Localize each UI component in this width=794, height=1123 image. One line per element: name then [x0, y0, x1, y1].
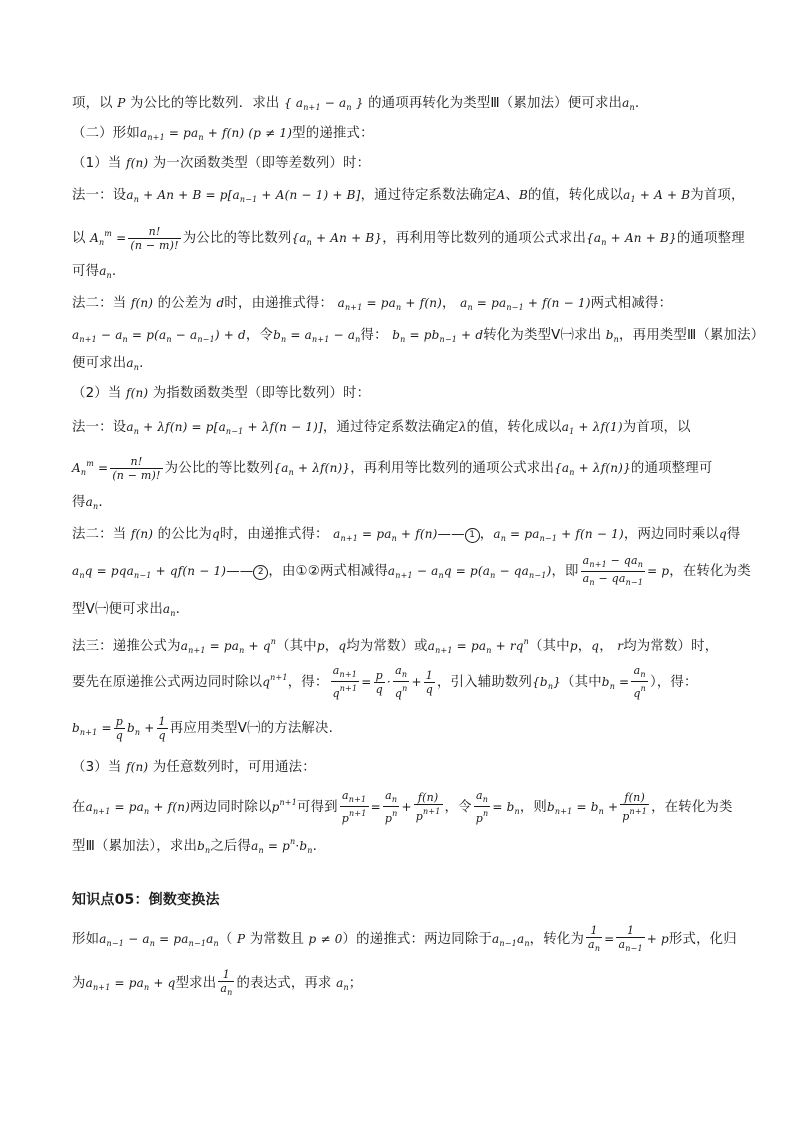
- text-line: （3）当 f(n) 为任意数列时，可用通法：: [72, 760, 316, 775]
- text-line: （二）形如$a_{n+1} = pa_n + f(n) (p \ne 1)$型的递推式：: [72, 126, 374, 142]
- text-line: 法一：设$a_n + \lambda f(n) = p[a_{n-1} + \lambda f(n - 1)]$，通过待定系数法确定λ的值，转化成以$a_1 + \lambda f(1)$为首项，以: [72, 420, 691, 436]
- text-line: 法二：当 f(n) 的公比为q时，由递推式得： $a_{n+1} = pa_n$ + f(n)—— 1 ，$a_n = pa_{n-1} + f(n - 1)$，两边同时乘以q得: [72, 527, 741, 543]
- text-line: $A_n^m$ = $\frac{n!}{(n - m)!}$ 为公比的等比数列$\{a_n + \lambda f(n)\}$，再利用等比数列的通项公式求出$\{a_n + \lambda f(n)\}$的通项整理可: [72, 454, 713, 482]
- text-line: $a_{n+1} - a_n = p(a_n - a_{n-1}) + d$，令$b_n = a_{n+1} - a_n$得： $b_n = pb_{n-1} + d$转化为类型Ⅴ㈠求出 $b_n$，再用类型Ⅲ（累加法）: [72, 328, 765, 344]
- text-line: 项，以 P 为公比的等比数列．求出 { $a_{n+1} - a_n$ } 的通项再转化为类型Ⅲ（累加法）便可求出$a_n$.: [72, 96, 640, 112]
- text-line: 可得$a_n$.: [72, 264, 117, 280]
- text-line: （2）当 f(n) 为指数函数类型（即等比数列）时：: [72, 386, 371, 401]
- text-line: $b_{n+1}$ = $\frac{p}{q}$ $b_n$ + $\frac{1}{q}$ 再应用类型Ⅴ㈠的方法解决.: [72, 714, 334, 742]
- text-line: 在$a_{n+1} = pa_n + f(n)$两边同时除以$p^{n+1}$可得到 $\frac{a_{n+1}}{p^{n+1}}$ = $\frac{a_n}{p^n}$ + $\frac{f(n)}{p^{n+1}}$ ，令 $\frac{a_n}{p^n}$ = $b_n$，则$b_{n+1} = b_n$ + $\frac{f(n)}{p^{n+1}}$ ，在转化为类: [72, 789, 733, 825]
- text-line: 型Ⅴ㈠便可求出$a_n$.: [72, 602, 181, 618]
- text-line: 便可求出$a_n$.: [72, 356, 144, 372]
- text-line: 法一：设$a_n + An + B = p[a_{n-1} + A(n - 1) + B]$，通过待定系数法确定A、B的值，转化成以$a_1 + A + B$为首项，: [72, 188, 745, 204]
- text-line: （1）当 f(n) 为一次函数类型（即等差数列）时：: [72, 156, 371, 171]
- text-line: 形如$a_{n-1} - a_n = pa_{n-1}a_n$（ P 为常数且 p ≠ 0）的递推式：两边同除于$a_{n-1}a_n$，转化为 $\frac{1}{a_n}$ = $\frac{1}{a_{n-1}}$ + p形式，化归: [72, 923, 737, 953]
- circled-one-icon: 1: [465, 528, 480, 543]
- text-line: 要先在原递推公式两边同时除以$q^{n+1}$，得： $\frac{a_{n+1}}{q^{n+1}}$ = $\frac{p}{q}$ · $\frac{a_n}{q^n}$ + $\frac{1}{q}$ ，引入辅助数列$\{b_n\}$（其中$b_n$ = $\frac{a_n}{q^n}$ ），得：: [72, 664, 698, 700]
- text-line: 法二：当 f(n) 的公差为 d时，由递推式得： $a_{n+1} = pa_n + f(n)$， $a_n = pa_{n-1} + f(n - 1)$两式相减得：: [72, 296, 673, 312]
- text-line: 得$a_n$.: [72, 495, 103, 511]
- text-line: 法三：递推公式为$a_{n+1} = pa_n + q^n$（其中p，q均为常数）或$a_{n+1} = pa_n + rq^n$（其中p，q， r均为常数）时，: [72, 637, 719, 655]
- circled-two-icon: 2: [253, 565, 268, 580]
- section-heading: 知识点05：倒数变换法: [72, 892, 220, 908]
- text-line: 为$a_{n+1} = pa_n + q$型求出 $\frac{1}{a_n}$ 的表达式，再求 $a_n$；: [72, 967, 363, 997]
- text-line: $a_nq = pqa_{n-1} + qf(n$ − 1)—— 2 ，由①②两式相减得$a_{n+1} - a_nq = p(a_n - qa_{n-1})$，即 $\frac{a_{n+1} - qa_n}{a_n - qa_{n-1}}$ = p，在转化为类: [72, 553, 751, 587]
- text-line: 型Ⅲ（累加法），求出$b_n$之后得$a_n = p^n\cdot b_n$.: [72, 837, 318, 855]
- text-line: 以 $A_n^m$ = $\frac{n!}{(n - m)!}$ 为公比的等比数列$\{a_n + An + B\}$，再利用等比数列的通项公式求出$\{a_n + An + B\}$的通项整理: [72, 224, 745, 252]
